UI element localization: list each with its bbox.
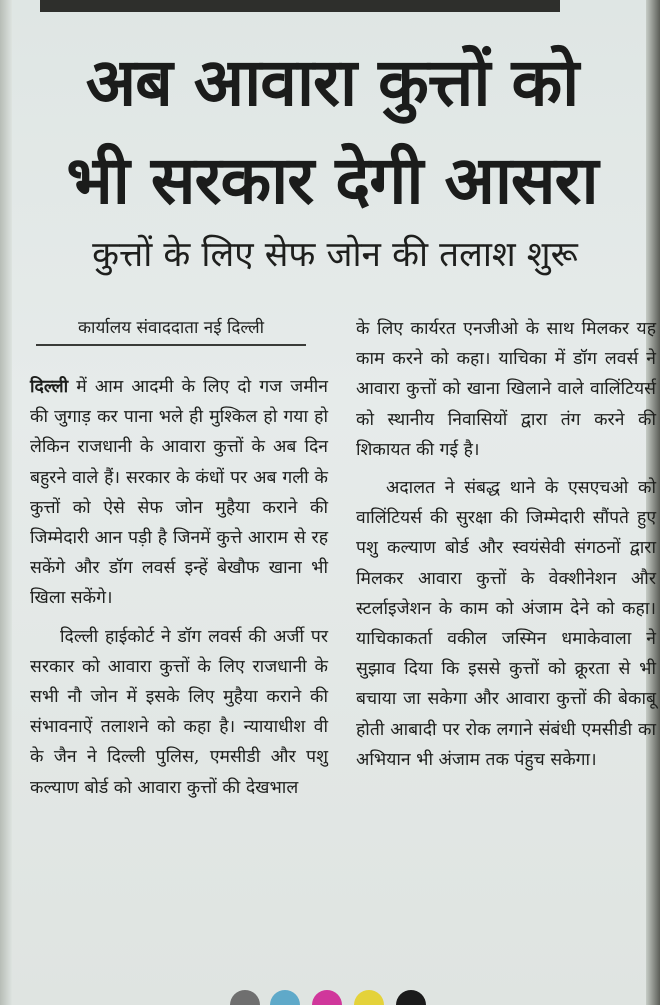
paragraph — [30, 372, 328, 614]
dateline: दिल्ली — [30, 377, 69, 397]
headline-line-1: अब आवारा कुत्तों को — [85, 44, 579, 121]
registration-dot-black — [396, 990, 426, 1005]
article-column-2 — [356, 314, 656, 775]
registration-dot-magenta — [312, 990, 342, 1005]
subheadline: कुत्तों के लिए सेफ जोन की तलाश शुरू — [92, 235, 578, 275]
paragraph: अदालत ने संबद्ध थाने के एसएचओ को वालिंटियर्स की सुरक्षा की जिम्मेदारी सौंपते हुए पशु कल्याण बोर्ड और स्वयंसेवी संगठनों द्वारा मिलकर आवारा कुत्तों के वेक्शीनेशन और स्टर्लाइजेशन के काम को अंजाम देने को कहा। याचिकाकर्ता वकील जस्मिन धमाकेवाला ने सुझाव दिया कि इससे कुत्तों को क्रूरता से भी बचाया जा सकेगा और आवारा कुत्तों की बेकाबू होती आबादी पर रोक लगाने संबंधी एमसीडी का अभियान भी अंजाम तक पंहुच सकेगा। — [356, 478, 656, 770]
registration-marks — [230, 990, 470, 1005]
registration-dot-gray — [230, 990, 260, 1005]
byline: कार्यालय संवाददाता नई दिल्ली — [36, 315, 306, 346]
paragraph-text: में आम आदमी के लिए दो गज जमीन की जुगाड़ कर पाना भले ही मुश्किल हो गया हो लेकिन राजधानी के आवारा कुत्तों के अब दिन बहुरने वाले हैं। सरकार के कंधों पर अब गली के कुत्तों को ऐसे सेफ जोन मुहैया कराने की जिम्मेदारी आन पड़ी है जिनमें कुत्ते आराम से रह सकेंगे और डॉग लवर्स इन्हें बेखौफ खाना भी खिला सकेंगे। — [30, 377, 328, 609]
registration-dot-cyan — [270, 990, 300, 1005]
paragraph: दिल्ली हाईकोर्ट ने डॉग लवर्स की अर्जी पर सरकार को आवारा कुत्तों के लिए राजधानी के सभी नौ जोन में इसके लिए मुहैया कराने की संभावनाऐं तलाशने को कहा है। न्यायाधीश वी के जैन ने दिल्ली पुलिस, एमसीडी और पशु कल्याण बोर्ड को आवारा कुत्तों की देखभाल — [30, 626, 328, 798]
paragraph: के लिए कार्यरत एनजीओ के साथ मिलकर यह काम करने को कहा। याचिका में डॉग लवर्स ने आवारा कुत्तों को खाना खिलाने वाले वालिंटियर्स को स्थानीय निवासियों द्वारा तंग करने की शिकायत की गई है। — [356, 319, 656, 460]
article-column-1 — [30, 372, 328, 803]
top-print-strip — [40, 0, 560, 12]
registration-dot-yellow — [354, 990, 384, 1005]
headline-line-2: भी सरकार देगी आसरा — [66, 142, 598, 219]
paper-fold-left — [0, 0, 12, 1005]
headline — [22, 34, 642, 230]
